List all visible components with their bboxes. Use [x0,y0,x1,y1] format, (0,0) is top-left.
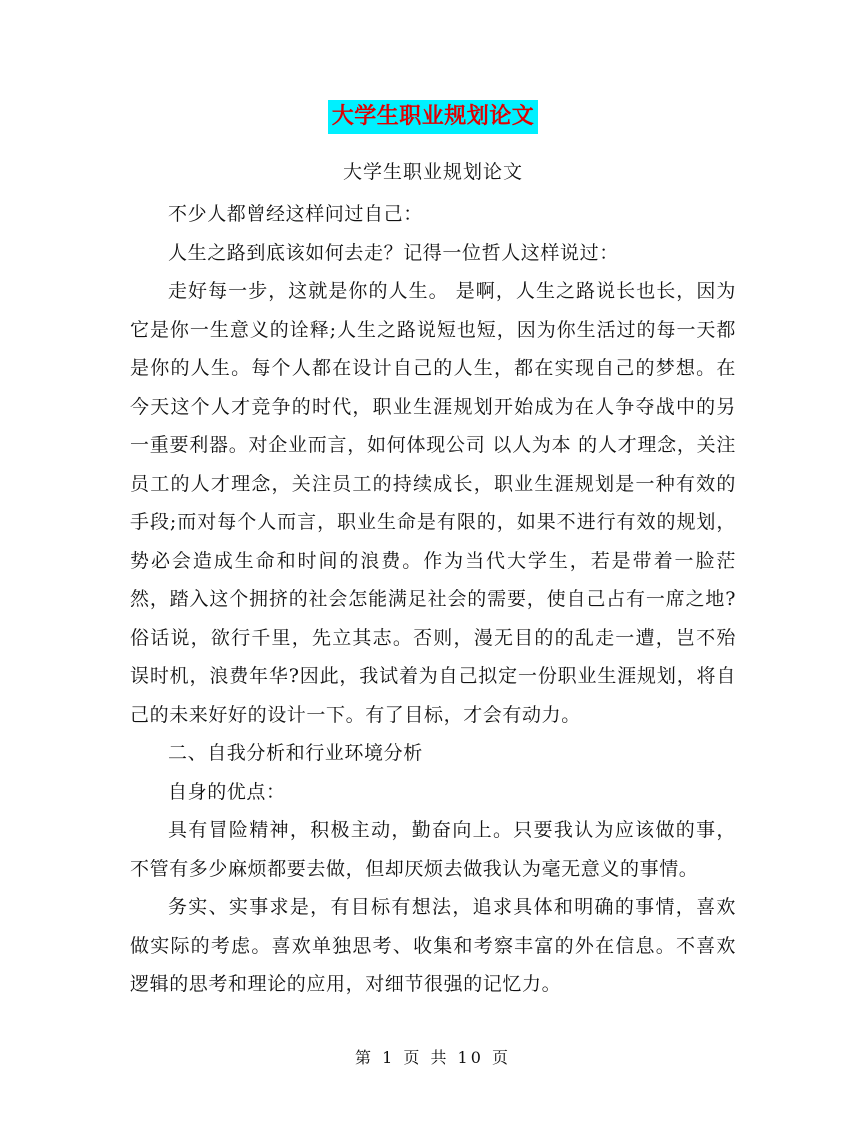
paragraph-intro-question: 不少人都曾经这样问过自己： [168,203,423,225]
paragraph-life-path: 走好每一步，这就是你的人生。 是啊，人生之路说长也长，因为它是你一生意义的诠释;人生之路说短也短，因为你生活过的每一天都是你的人生。每个人都在设计自己的人生，都在实现自己的梦想。在今天这个人才竞争的时代，职业生涯规划开始成为在人争夺战中的另一重要利器。对企业而言，如何体现公司 以人为本 的人才理念，关注员工的人才理念，关注员工的持续成长，职业生涯规划是一种有效的手段;而对每个人而言，职业生命是有限的，如果不进行有效的规划，势必会造成生命和时间的浪费。作为当代大学生，若是带着一脸茫然，踏入这个拥挤的社会怎能满足社会的需要，使自己占有一席之地?俗话说，欲行千里，先立其志。否则，漫无目的的乱走一遭，岂不殆误时机，浪费年华?因此，我试着为自己拟定一份职业生涯规划，将自己的未来好好的设计一下。有了目标，才会有动力。 [130,280,736,726]
paragraph-strength-practical: 务实、实事求是，有目标有想法，追求具体和明确的事情，喜欢做实际的考虑。喜欢单独思考、收集和考察丰富的外在信息。不喜欢逻辑的思考和理论的应用，对细节很强的记忆力。 [130,896,736,995]
paragraph-strength-adventurous: 具有冒险精神，积极主动，勤奋向上。只要我认为应该做的事，不管有多少麻烦都要去做，但却厌烦去做我认为毫无意义的事情。 [130,819,736,880]
document-body [130,195,736,1004]
document-subtitle: 大学生职业规划论文 [342,161,523,183]
paragraph-philosopher: 人生之路到底该如何去走？记得一位哲人这样说过： [168,241,619,264]
title-container [0,100,866,134]
document-title: 大学生职业规划论文 [328,100,539,134]
page-footer: 第 1 页 共 10 页 [355,1048,511,1067]
section-heading-self-analysis: 二、自我分析和行业环境分析 [168,742,423,764]
subheading-strengths: 自身的优点： [168,780,286,803]
